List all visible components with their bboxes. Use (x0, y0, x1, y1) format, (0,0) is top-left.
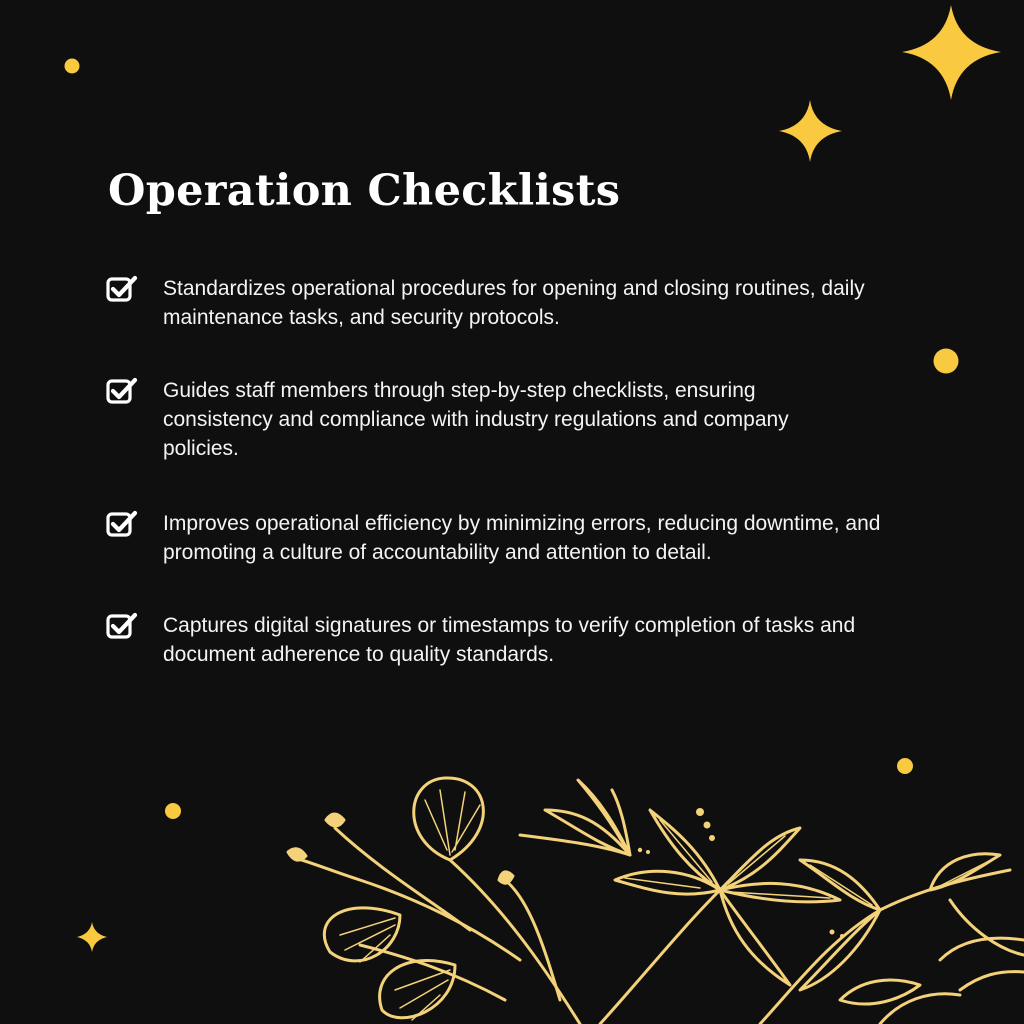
checklist-item-text: Captures digital signatures or timestamps to verify completion of tasks and document adherence to quality standards. (163, 614, 856, 666)
dot-icon (934, 349, 959, 374)
list-item (106, 376, 926, 463)
checklist-item-text: Standardizes operational procedures for opening and closing routines, daily maintenance tasks, and security protocols. (163, 277, 865, 329)
list-item (106, 509, 926, 567)
checklist (106, 274, 926, 713)
list-item (106, 274, 926, 332)
checkbox-checked-icon (106, 510, 138, 538)
sparkle-star-icon (902, 5, 1001, 100)
sparkle-star-icon (779, 100, 842, 162)
checkbox-checked-icon (106, 377, 138, 405)
checkbox-checked-icon (106, 612, 138, 640)
dot-icon (897, 758, 913, 774)
checklist-item-text: Improves operational efficiency by minimizing errors, reducing downtime, and promoting a culture of accountability and attention to detail. (163, 512, 881, 564)
dot-icon (65, 59, 80, 74)
floral-illustration (288, 778, 1024, 1024)
list-item (106, 611, 926, 669)
checkbox-checked-icon (106, 275, 138, 303)
checklist-item-text: Guides staff members through step-by-step checklists, ensuring consistency and compliance with industry regulations and company policies. (163, 379, 789, 460)
page-title: Operation Checklists (108, 166, 621, 216)
dot-icon (165, 803, 181, 819)
sparkle-star-icon (77, 922, 107, 952)
